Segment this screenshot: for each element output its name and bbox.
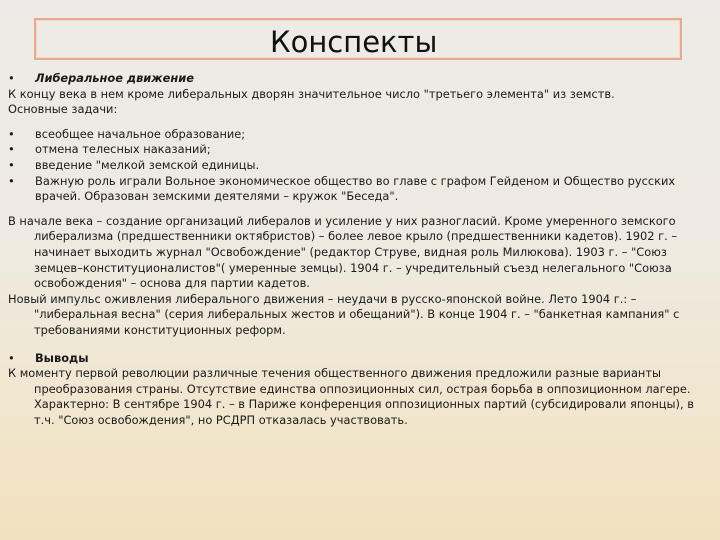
bullet-icon: • xyxy=(8,71,15,85)
bullet-icon: • xyxy=(8,126,15,141)
heading-conclusions: Выводы xyxy=(35,350,89,365)
slide-body xyxy=(8,71,714,428)
list-item: • Важную роль играли Вольное экономическое общество во главе с графом Гейденом и Общество русских врачей. Образован земскими деятелями – кружок "Беседа". xyxy=(8,173,676,204)
bullet-icon: • xyxy=(8,157,15,172)
page-title: Конспекты xyxy=(270,25,438,59)
list-item: • отмена телесных наказаний; xyxy=(8,142,211,157)
list-item: • введение "мелкой земской единицы. xyxy=(8,157,260,172)
list-item: • всеобщее начальное образование; xyxy=(8,126,246,141)
paragraph-new-impulse: Новый импульс оживления либерального движения – неудачи в русско-японской войне. Лето 1904 г.: – "либеральная весна" (серия либеральных жестов и обещаний"). В конце 1904 г. – "банкетная кампания" с требованиями конституционных реформ. xyxy=(8,291,680,337)
heading-liberal-movement: Либеральное движение xyxy=(35,71,194,85)
tasks-label: Основные задачи: xyxy=(8,102,118,117)
section-heading-liberal xyxy=(8,71,714,87)
paragraph-early-century: В начале века – создание организаций либералов и усиление у них разногласий. Кроме умеренного земского либерализма (предшественники октябристов) – более левое крыло (предшественники кадетов). 1902 г. – начинает выходить журнал "Освобождение" (редактор Струве, видная роль Милюкова). 1903 г. – "Союз земцев–конституционалистов"( умеренные земцы). 1904 г. – учредительный съезд нелегального "Союза освобождения" – основа для партии кадетов. xyxy=(8,213,678,291)
bullet-icon: • xyxy=(8,173,15,188)
section-heading-conclusions xyxy=(8,351,714,367)
bullet-icon: • xyxy=(8,142,15,157)
bullet-icon: • xyxy=(8,350,15,365)
intro-text: К концу века в нем кроме либеральных дворян значительное число "третьего элемента" из земств. xyxy=(8,86,615,101)
tasks-list xyxy=(8,127,714,205)
paragraph-conclusions: К моменту первой революции различные течения общественного движения предложили разные варианты преобразования страны. Отсутствие единства оппозиционных сил, острая борьба в оппозиционном лагере. Характерно: В сентябре 1904 г. – в Париже конференция оппозиционных партий (субсидировали японцы), в т.ч. "Союз освобождения", но РСДРП отказалась участвовать. xyxy=(8,366,694,427)
